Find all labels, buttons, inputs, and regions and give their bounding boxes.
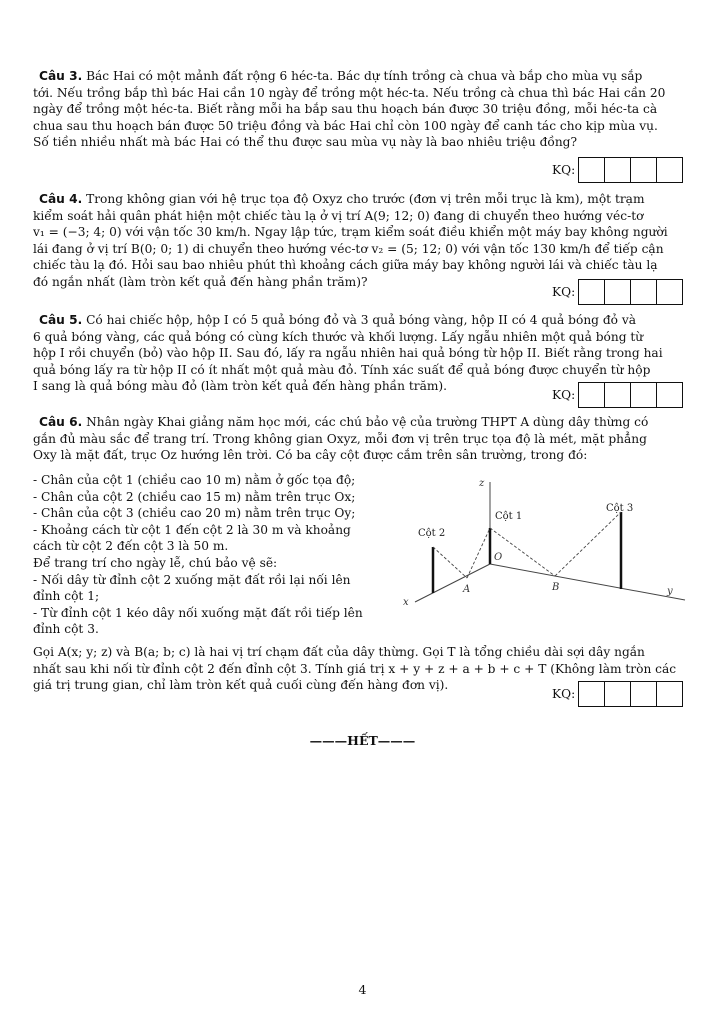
z-axis-label: z — [479, 478, 485, 489]
answer-label: KQ: — [552, 163, 576, 177]
question-head: Câu 4. — [39, 192, 83, 206]
x-axis — [415, 564, 490, 602]
y-axis — [490, 564, 685, 600]
end-marker: ———HẾT——— — [309, 733, 416, 748]
answer-cell[interactable] — [630, 157, 657, 183]
answer-cell[interactable] — [630, 279, 657, 305]
answer-cell[interactable] — [604, 157, 631, 183]
point-a-label: A — [463, 584, 471, 595]
answer-cell[interactable] — [630, 681, 657, 707]
answer-cell[interactable] — [578, 279, 605, 305]
answer-label: KQ: — [552, 285, 576, 299]
rope-segment — [555, 512, 621, 576]
answer-box-q6 — [552, 681, 683, 707]
answer-cell[interactable] — [604, 279, 631, 305]
question-6-tail: Gọi A(x; y; z) và B(a; b; c) là hai vị trí chạm đất của dây thừng. Gọi T là tổng chiều dài sợi dây ngắn nhất sau khi nối từ đỉnh cột 2 đến đỉnh cột 3. Tính giá trị x + y + z + a + b + c + T (Không làm tròn các giá trị trung gian, chỉ làm tròn kết quả cuối cùng đến hàng đơn vị). — [33, 645, 677, 693]
answer-cell[interactable] — [656, 681, 683, 707]
pole-3-label: Cột 3 — [606, 503, 634, 514]
origin-label: O — [494, 552, 503, 563]
question-head: Câu 5. — [39, 313, 83, 327]
point-b-label: B — [552, 582, 560, 593]
answer-label: KQ: — [552, 687, 576, 701]
answer-cell[interactable] — [656, 382, 683, 408]
question-6: Câu 6. Nhân ngày Khai giảng năm học mới, các chú bảo vệ của trường THPT A dùng dây thừng có gắn đủ màu sắc để trang trí. Trong không gian Oxyz, mỗi đơn vị trên trục tọa độ là mét, mặt phẳng Oxy là mặt đất, trục Oz hướng lên trời. Có ba cây cột được cắm trên sân trường, trong đó: — [33, 415, 649, 463]
x-axis-label: x — [403, 597, 409, 608]
answer-label: KQ: — [552, 388, 576, 402]
pole-1-label: Cột 1 — [495, 511, 523, 522]
answer-cell[interactable] — [578, 382, 605, 408]
answer-cell[interactable] — [630, 382, 657, 408]
pole-diagram — [395, 472, 695, 612]
answer-cell[interactable] — [656, 157, 683, 183]
pole-2-label: Cột 2 — [418, 528, 446, 539]
question-head: Câu 6. — [39, 415, 83, 429]
page-number: 4 — [358, 982, 367, 997]
question-4: Câu 4. Trong không gian với hệ trục tọa độ Oxyz cho trước (đơn vị trên mỗi trục là km), một trạm kiểm soát hải quân phát hiện một chiếc tàu lạ ở vị trí A(9; 12; 0) đang di chuyển theo hướng véc-tơ v₁ = (−3; 4; 0) với vận tốc 30 km/h. Ngay lập tức, trạm kiểm soát điều khiển một máy bay không người lái đang ở vị trí B(0; 0; 1) di chuyển theo hướng véc-tơ v₂ = (5; 12; 0) với vận tốc 130 km/h để tiếp cận chiếc tàu lạ đó. Hỏi sau bao nhiêu phút thì khoảng cách giữa máy bay không người lái và chiếc tàu lạ đó ngắn nhất (làm tròn kết quả đến hàng phần trăm)? — [33, 192, 668, 289]
answer-cell[interactable] — [604, 681, 631, 707]
answer-box-q5 — [552, 382, 683, 408]
answer-cell[interactable] — [656, 279, 683, 305]
rope-segment — [467, 528, 490, 578]
question-6-conditions: - Chân của cột 1 (chiều cao 10 m) nằm ở gốc tọa độ; - Chân của cột 2 (chiều cao 15 m) nằm trên trục Ox; - Chân của cột 3 (chiều cao 20 m) nằm trên trục Oy; - Khoảng cách từ cột 1 đến cột 2 là 30 m và khoảng cách từ cột 2 đến cột 3 là 50 m. Để trang trí cho ngày lễ, chú bảo vệ sẽ: - Nối dây từ đỉnh cột 2 xuống mặt đất rồi lại nối lên đỉnh cột 1; - Từ đỉnh cột 1 kéo dây nối xuống mặt đất rồi tiếp lên đỉnh cột 3. — [33, 473, 363, 637]
answer-cell[interactable] — [604, 382, 631, 408]
question-3: Câu 3. Bác Hai có một mảnh đất rộng 6 héc-ta. Bác dự tính trồng cà chua và bắp cho mùa vụ sắp tới. Nếu trồng bắp thì bác Hai cần 10 ngày để trồng một héc-ta. Nếu trồng cà chua thì bác Hai cần 20 ngày để trồng một héc-ta. Biết rằng mỗi ha bắp sau thu hoạch bán được 30 triệu đồng, mỗi héc-ta cà chua sau thu hoạch bán được 50 triệu đồng và bác Hai chỉ còn 100 ngày để canh tác cho kịp mùa vụ. Số tiền nhiều nhất mà bác Hai có thể thu được sau mùa vụ này là bao nhiêu triệu đồng? — [33, 69, 666, 150]
answer-cell[interactable] — [578, 157, 605, 183]
answer-cell[interactable] — [578, 681, 605, 707]
answer-box-q4 — [552, 279, 683, 305]
y-axis-label: y — [667, 586, 673, 597]
rope-segment — [433, 547, 467, 578]
question-5: Câu 5. Có hai chiếc hộp, hộp I có 5 quả bóng đỏ và 3 quả bóng vàng, hộp II có 4 quả bóng đỏ và 6 quả bóng vàng, các quả bóng có cùng kích thước và khối lượng. Lấy ngẫu nhiên một quả bóng từ hộp I rồi chuyển (bỏ) vào hộp II. Sau đó, lấy ra ngẫu nhiên hai quả bóng từ hộp II. Biết rằng trong hai quả bóng lấy ra từ hộp II có ít nhất một quả màu đỏ. Tính xác suất để quả bóng được chuyển từ hộp I sang là quả bóng màu đỏ (làm tròn kết quả đến hàng phần trăm). — [33, 313, 663, 394]
answer-box-q3 — [552, 157, 683, 183]
question-head: Câu 3. — [39, 69, 83, 83]
